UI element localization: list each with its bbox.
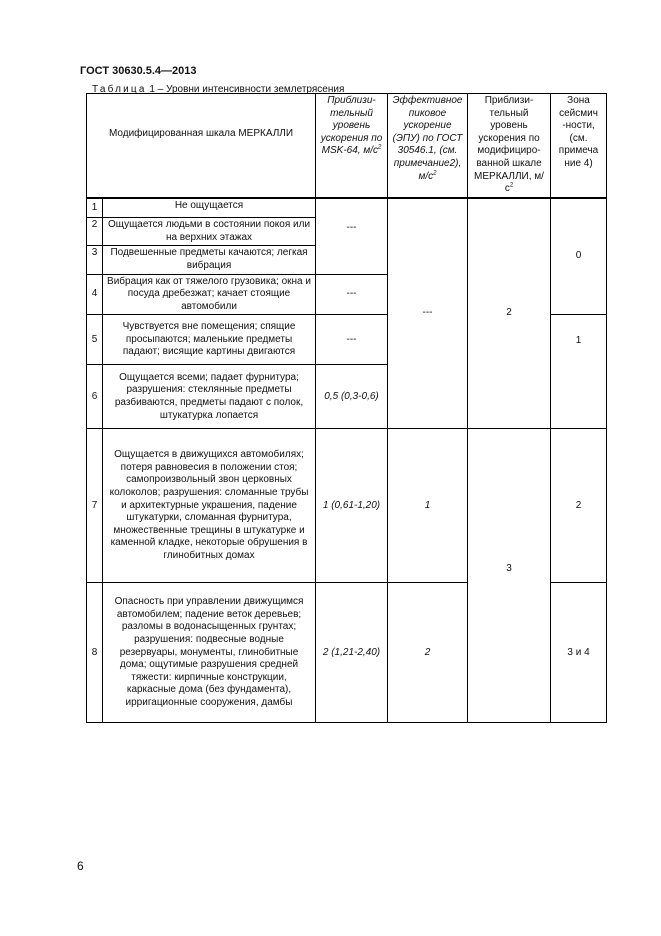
row-description: Не ощущается <box>103 198 316 218</box>
row-description: Подвешенные предметы качаются; легкая вибрация <box>103 246 316 274</box>
zone-cell-7: 2 <box>551 429 607 583</box>
page-number: 6 <box>77 859 84 873</box>
epu-cell-8: 2 <box>388 583 468 723</box>
header-zone: Зона сейсмич -ности, (см. примеча ние 4) <box>551 94 607 198</box>
row-number: 7 <box>87 429 103 583</box>
row-description: Ощущается людьми в состоянии покоя или на верхних этажах <box>103 218 316 246</box>
row-description: Ощущается всеми; падает фурнитура; разрушения: стеклянные предметы разбиваются, предметы падают с полок, штукатурка лопается <box>103 365 316 429</box>
msk-empty <box>316 198 388 218</box>
mercalli-cell-7-8: 3 <box>468 429 551 723</box>
row-description: Ощущается в движущихся автомобилях; потеря равновесия в положении стоя; самопроизвольный звон церковных колоколов; разрушения: сломанные трубы и архитектурные украшения, падение штукатурки, сломанная фурнитура, множественные трещины в штукатурке и каменной кладке, некоторые обрушения в глинобитных домах <box>103 429 316 583</box>
header-epu: Эффективное пиковое ускорение (ЭПУ) по ГОСТ 30546.1, (см. примечание2), $м/с^2$ <box>388 94 468 198</box>
table-header-row <box>87 94 607 198</box>
document-code: ГОСТ 30630.5.4—2013 <box>80 65 197 77</box>
msk-cell-5: --- <box>316 315 388 365</box>
intensity-table <box>86 93 607 723</box>
row-description: Чувствуется вне помещения; спящие просыпаются; маленькие предметы падают; висящие картины двигаются <box>103 315 316 365</box>
mercalli-cell-1-6: 2 <box>468 198 551 429</box>
row-number: 8 <box>87 583 103 723</box>
msk-cell-6: 0,5 (0,3-0,6) <box>316 365 388 429</box>
msk-cell-8: 2 (1,21-2,40) <box>316 583 388 723</box>
table-caption-text: 1 – Уровни интенсивности землетрясения <box>146 84 345 95</box>
zone-cell-8: 3 и 4 <box>551 583 607 723</box>
table-caption-label: Таблица <box>92 84 147 95</box>
header-msk: Приблизи-тельный уровень ускорения по MSK-64, $м/с^2$ <box>316 94 388 198</box>
header-scale: Модифицированная шкала МЕРКАЛЛИ <box>87 94 316 198</box>
table-row <box>87 198 607 218</box>
msk-cell-2-3: --- <box>316 218 388 274</box>
zone-cell-5-6: 1 <box>551 315 607 429</box>
row-number: 5 <box>87 315 103 365</box>
msk-cell-7: 1 (0,61-1,20) <box>316 429 388 583</box>
row-number: 3 <box>87 246 103 274</box>
row-number: 6 <box>87 365 103 429</box>
header-mercalli-acc: Приблизи-тельный уровень ускорения по модифициро-ванной шкале МЕРКАЛЛИ, $м/с^2$ <box>468 94 551 198</box>
row-number: 4 <box>87 274 103 315</box>
row-number: 2 <box>87 218 103 246</box>
table-row <box>87 429 607 583</box>
zone-cell-1-4: 0 <box>551 198 607 315</box>
row-number: 1 <box>87 198 103 218</box>
epu-cell-1-6: --- <box>388 198 468 429</box>
row-description: Вибрация как от тяжелого грузовика; окна и посуда дребезжат; качает стоящие автомобили <box>103 274 316 315</box>
epu-cell-7: 1 <box>388 429 468 583</box>
msk-cell-4: --- <box>316 274 388 315</box>
row-description: Опасность при управлении движущимся автомобилем; падение веток деревьев; разломы в водонасыщенных грунтах; разрушения: подвесные водные резервуары, монументы, глинобитные дома; ощутимые разрушения средней тяжести: кирпичные конструкции, каркасные дома (без фундамента), ирригационные сооружения, дамбы <box>103 583 316 723</box>
